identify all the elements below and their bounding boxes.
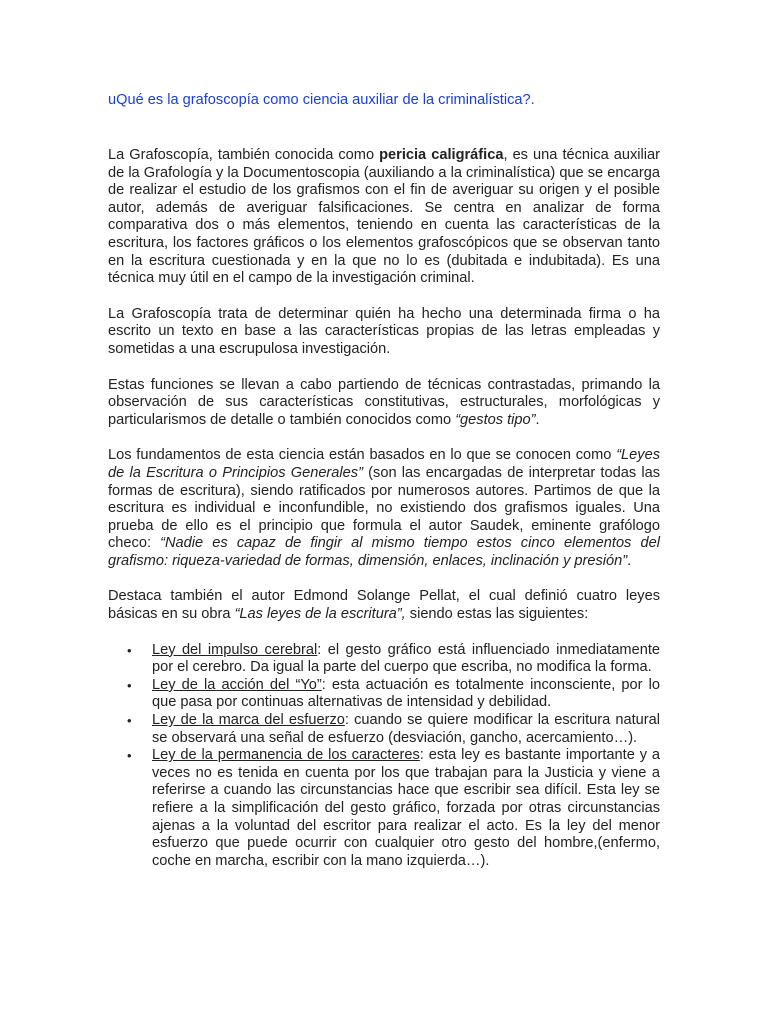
paragraph-functions (108, 377, 660, 430)
bold-term: pericia caligráfica (379, 147, 504, 163)
list-item (108, 747, 660, 870)
list-item (108, 642, 660, 677)
law-text: : esta ley es bastante importante y a veces no es tenida en cuenta por los que trabajan para la Justicia y viene a referirse a cuando las circunstancias hace que escribir sea difícil. Esta ley se refiere a la simplificación del gesto gráfico, forzada por otras circunstancias ajenas a la voluntad del escritor para realizar el acto. Es la ley del menor esfuerzo que puede ocurrir con cualquier otro gesto del hombre,(enfermo, coche en marcha, escribir con la mano izquierda…). (152, 747, 660, 869)
law-text: : cuando se quiere modificar la escritura natural se observará una señal de esfuerzo (desviación, gancho, acercamiento…). (152, 712, 660, 746)
law-name: Ley de la acción del “Yo” (152, 676, 322, 693)
law-text: : esta actuación es totalmente inconsciente, por lo que pasa por continuas alternativas de intensidad y debilidad. (152, 676, 660, 711)
law-name: Ley de la marca del esfuerzo (152, 712, 345, 729)
paragraph-text: . (627, 552, 632, 569)
italic-quote: “Nadie es capaz de fingir al mismo tiempo estos cinco elementos del grafismo: riqueza-variedad de formas, dimensión, enlaces, inclinación y presión” (108, 535, 660, 569)
list-item (108, 712, 660, 747)
bullet-icon: • (127, 642, 132, 658)
bullet-icon: • (127, 713, 132, 729)
paragraph-text: . (535, 411, 540, 428)
paragraph-text: La Grafoscopía, también conocida como (108, 147, 380, 163)
italic-quote: “Leyes de la Escritura o Principios Generales” (108, 447, 660, 481)
document-body (108, 147, 660, 870)
list-item (108, 677, 660, 712)
laws-list (108, 642, 660, 871)
law-text: : el gesto gráfico está influenciado inmediatamente por el cerebro. Da igual la parte del cuerpo que escriba, no modifica la forma. (152, 641, 660, 676)
bullet-icon: • (127, 748, 132, 764)
italic-quote: “gestos tipo” (455, 411, 536, 428)
paragraph-purpose: La Grafoscopía trata de determinar quién ha hecho una determinada firma o ha escrito un texto en base a las características propias de las letras empleadas y sometidas a una escrupulosa investigación. (108, 305, 660, 357)
bullet-icon: • (127, 677, 132, 693)
paragraph-text: Los fundamentos de esta ciencia están basados en lo que se conocen como (108, 447, 617, 464)
paragraph-foundations (108, 447, 660, 570)
paragraph-text: , es una técnica auxiliar de la Grafología y la Documentoscopia (auxiliando a la criminalística) que se encarga de realizar el estudio de los grafismos con el fin de averiguar su origen y el posible autor, además de averiguar falsificaciones. Se centra en analizar de forma comparativa dos o más elementos, teniendo en cuenta las características de la escritura, los factores gráficos o los elementos grafoscópicos que se observan tanto en la escritura cuestionada y en la que no lo es (dubitada e indubitada). Es una técnica muy útil en el campo de la investigación criminal. (108, 147, 660, 287)
law-name: Ley del impulso cerebral (152, 641, 318, 658)
paragraph-pellat (108, 588, 660, 623)
paragraph-definition (108, 147, 660, 288)
paragraph-text: siendo estas las siguientes: (405, 606, 589, 623)
italic-quote: “Las leyes de la escritura”, (234, 606, 406, 623)
law-name: Ley de la permanencia de los caracteres (152, 747, 420, 764)
paragraph-text: (son las encargadas de interpretar todas las formas de escritura), siendo ratificados por numerosos autores. Partimos de que la escritura es individual e inconfundible, no existiendo dos grafismos iguales. Una prueba de ello es el principio que formula el autor Saudek, eminente grafólogo checo: (108, 464, 661, 552)
paragraph-text: Estas funciones se llevan a cabo partiendo de técnicas contrastadas, primando la observación de sus características constitutivas, estructurales, morfológicas y particularismos de detalle o también conocidos como (108, 376, 660, 428)
paragraph-text: Destaca también el autor Edmond Solange Pellat, el cual definió cuatro leyes básicas en su obra (108, 588, 660, 623)
document-title: uQué es la grafoscopía como ciencia auxiliar de la criminalística?. (108, 92, 535, 108)
